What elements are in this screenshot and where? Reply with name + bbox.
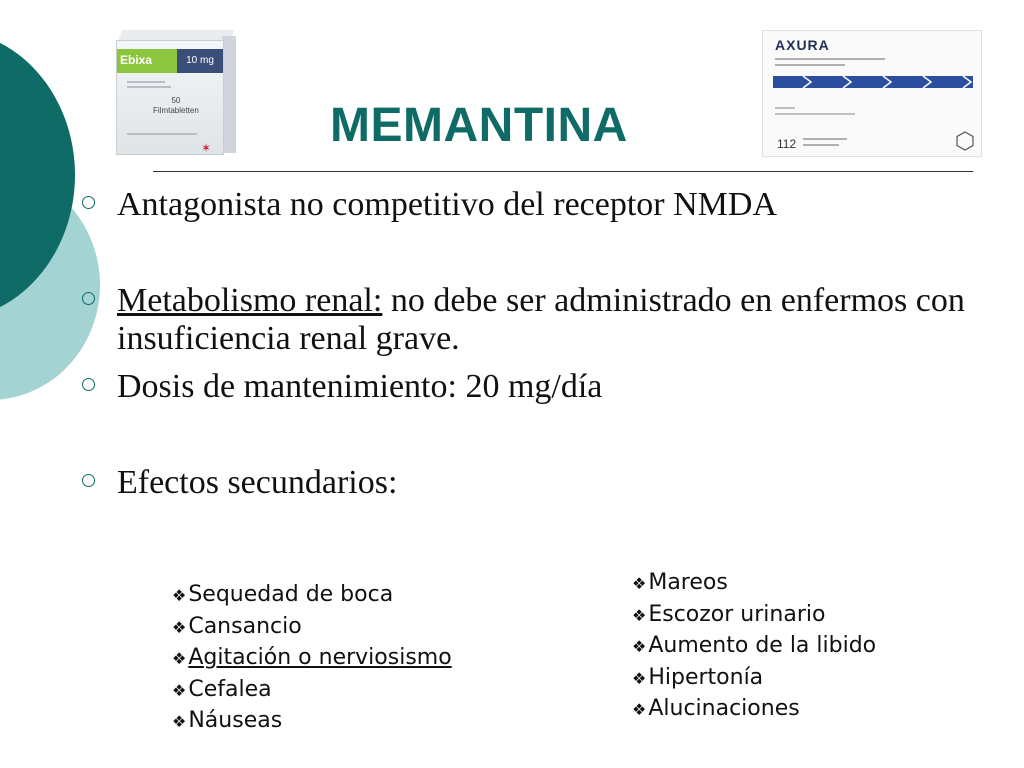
box-front [116,40,224,155]
list-item-text: Sequedad de boca [188,582,394,607]
bullet-text: Dosis de mantenimiento: 20 mg/día [117,368,603,405]
side-effects-list-left [172,580,452,738]
ebixa-dose: 10 mg [177,49,223,73]
title-divider [153,171,973,172]
bullet-text [117,282,1017,358]
ebixa-count-number: 50 [171,96,181,105]
list-item [172,612,452,644]
ebixa-box-image [116,30,236,155]
four-diamond-icon: ❖ [632,574,647,593]
hollow-circle-icon [82,378,95,391]
four-diamond-icon: ❖ [632,637,647,656]
list-item-text: Hipertonía [648,664,764,690]
box-side [222,36,236,153]
four-diamond-icon: ❖ [172,586,187,605]
list-item-text: Alucinaciones [648,696,800,721]
four-diamond-icon: ❖ [632,605,647,625]
four-diamond-icon: ❖ [172,617,187,637]
list-item-text: Escozor urinario [648,601,826,627]
star-icon: ✶ [201,141,212,155]
bullet-text: Efectos secundarios: [117,464,398,501]
list-item-text: Agitación o nerviosismo [188,645,452,670]
list-item [632,663,876,695]
four-diamond-icon: ❖ [632,700,647,719]
label-lines [803,137,853,149]
side-effects-list-right [632,568,876,726]
label-lines [775,57,895,69]
axura-box-image [762,30,982,157]
list-item-text: Mareos [648,570,728,595]
list-item-text: Cefalea [188,676,272,702]
list-item [632,694,876,726]
axura-count: 112 [777,137,797,151]
four-diamond-icon: ❖ [172,712,187,731]
ebixa-count-unit: Filmtabletten [153,106,199,115]
hollow-circle-icon [82,292,95,305]
merz-logo-icon [955,131,975,151]
four-diamond-icon: ❖ [172,680,187,700]
label-line [127,86,171,88]
four-diamond-icon: ❖ [632,668,647,688]
list-item [172,706,452,738]
label-lines [775,107,875,119]
bullet-text-rest: no debe ser administrado en enfermos con insuficiencia renal grave. [117,282,965,357]
ebixa-count [153,96,199,116]
four-diamond-icon: ❖ [172,649,187,668]
hollow-circle-icon [82,474,95,487]
underlined-term: Metabolismo renal: [117,282,383,319]
list-item-text: Náuseas [188,708,283,733]
slide-title: MEMANTINA [330,99,628,152]
arrow-band-icon [773,75,973,89]
label-line [127,133,197,135]
list-item [632,568,876,600]
list-item [172,580,452,612]
list-item [632,600,876,632]
list-item-text: Cansancio [188,613,302,639]
label-line [127,81,165,83]
ebixa-brand: Ebixa [120,53,153,67]
list-item-text: Aumento de la libido [648,633,877,658]
list-item [632,631,876,663]
list-item [172,643,452,675]
list-item [172,675,452,707]
hollow-circle-icon [82,196,95,209]
axura-brand: AXURA [775,37,830,53]
bullet-text: Antagonista no competitivo del receptor NMDA [117,186,778,223]
